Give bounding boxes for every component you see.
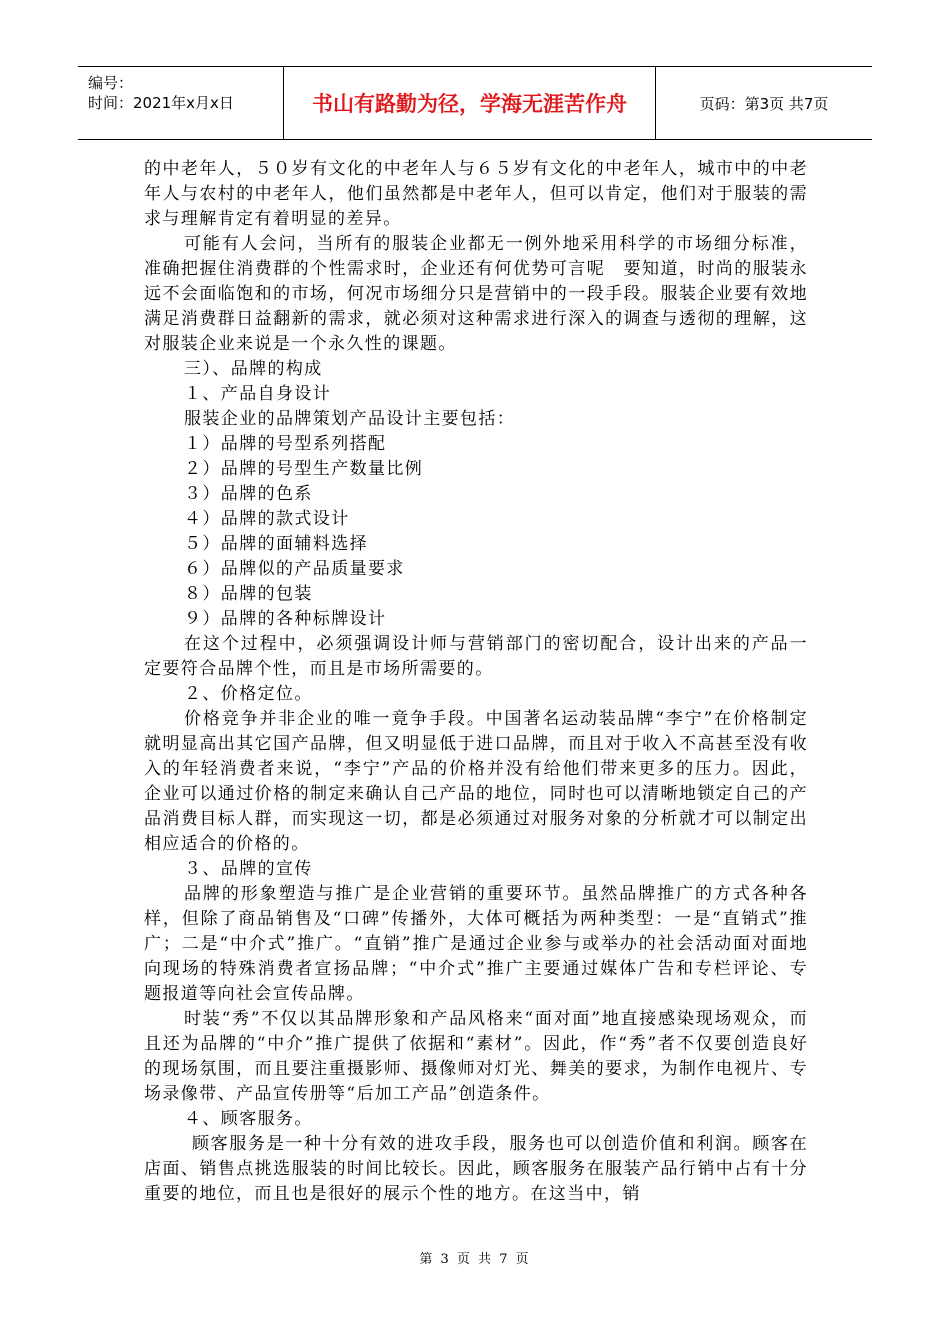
subsection-heading: ３、品牌的宣传 [184, 859, 313, 879]
list-item: ２）品牌的号型生产数量比例 [184, 459, 424, 479]
paragraph: 时装“秀”不仅以其品牌形象和产品风格来“面对面”地直接感染现场观众，而且还为品牌的“中介”推广提供了依据和“素材”。因此，作“秀”者不仅要创造良好的现场氛围，而且要注重摄影师、摄像师对灯光、舞美的要求，为制作电视片、专场录像带、产品宣传册等“后加工产品”创造条件。 [144, 1009, 809, 1104]
paragraph: 服装企业的品牌策划产品设计主要包括： [184, 409, 516, 429]
document-body [144, 157, 808, 1207]
page-footer: 第 3 页 共 7 页 [419, 1252, 531, 1267]
paragraph: 可能有人会问，当所有的服装企业都无一例外地采用科学的市场细分标准，准确把握住消费群的个性需求时，企业还有何优势可言呢 要知道，时尚的服装永远不会面临饱和的市场，何况市场细分只是营销中的一段手段。服装企业要有效地满足消费群日益翻新的需求，就必须对这种需求进行深入的调查与透彻的理解，这对服装企业来说是一个永久性的课题。 [144, 234, 808, 354]
document-number-label: 编号： [88, 74, 134, 92]
list-item: ８）品牌的包装 [184, 584, 313, 604]
list-item: １）品牌的号型系列搭配 [184, 434, 387, 454]
list-item: ９）品牌的各种标牌设计 [184, 609, 387, 629]
paragraph: 的中老年人，５０岁有文化的中老年人与６５岁有文化的中老年人，城市中的中老年人与农村的中老年人，他们虽然都是中老年人，但可以肯定，他们对于服装的需求与理解肯定有着明显的差异。 [144, 159, 808, 229]
list-item: ３）品牌的色系 [184, 484, 313, 504]
list-item: ５）品牌的面辅料选择 [184, 534, 368, 554]
paragraph: 顾客服务是一种十分有效的进攻手段，服务也可以创造价值和利润。顾客在店面、销售点挑选服装的时间比较长。因此，顾客服务在服装产品行销中占有十分重要的地位，而且也是很好的展示个性的地方。在这当中，销 [144, 1134, 808, 1204]
header-page-info: 页码：第3页 共7页 [699, 94, 829, 113]
header-motto: 书山有路勤为径，学海无涯苦作舟 [284, 67, 656, 139]
subsection-heading: １、产品自身设计 [184, 384, 332, 404]
paragraph: 在这个过程中，必须强调设计师与营销部门的密切配合，设计出来的产品一定要符合品牌个性，而且是市场所需要的。 [144, 634, 808, 679]
subsection-heading: ２、价格定位。 [184, 684, 313, 704]
header-meta [78, 67, 284, 139]
section-heading: 三）、品牌的构成 [184, 359, 323, 379]
subsection-heading: ４、顾客服务。 [184, 1109, 313, 1129]
list-item: ４）品牌的款式设计 [184, 509, 350, 529]
document-date: 时间：2021年x月x日 [88, 94, 234, 112]
list-item: ６）品牌似的产品质量要求 [184, 559, 405, 579]
paragraph: 价格竞争并非企业的唯一竟争手段。中国著名运动装品牌“李宁”在价格制定就明显高出其它国产品牌，但又明显低于进口品牌，而且对于收入不高甚至没有收入的年轻消费者来说，“李宁”产品的价格并没有给他们带来更多的压力。因此，企业可以通过价格的制定来确认自己产品的地位，同时也可以清晰地锁定自己的产品消费目标人群，而实现这一切，都是必须通过对服务对象的分析就才可以制定出相应适合的价格的。 [144, 709, 808, 854]
paragraph: 品牌的形象塑造与推广是企业营销的重要环节。虽然品牌推广的方式各种各样，但除了商品销售及“口碑”传播外，大体可概括为两种类型：一是“直销式”推广；二是“中介式”推广。“直销”推广是通过企业参与或举办的社会活动面对面地向现场的特殊消费者宣扬品牌；“中介式”推广主要通过媒体广告和专栏评论、专题报道等向社会宣传品牌。 [144, 884, 808, 1004]
page-header [78, 66, 872, 140]
